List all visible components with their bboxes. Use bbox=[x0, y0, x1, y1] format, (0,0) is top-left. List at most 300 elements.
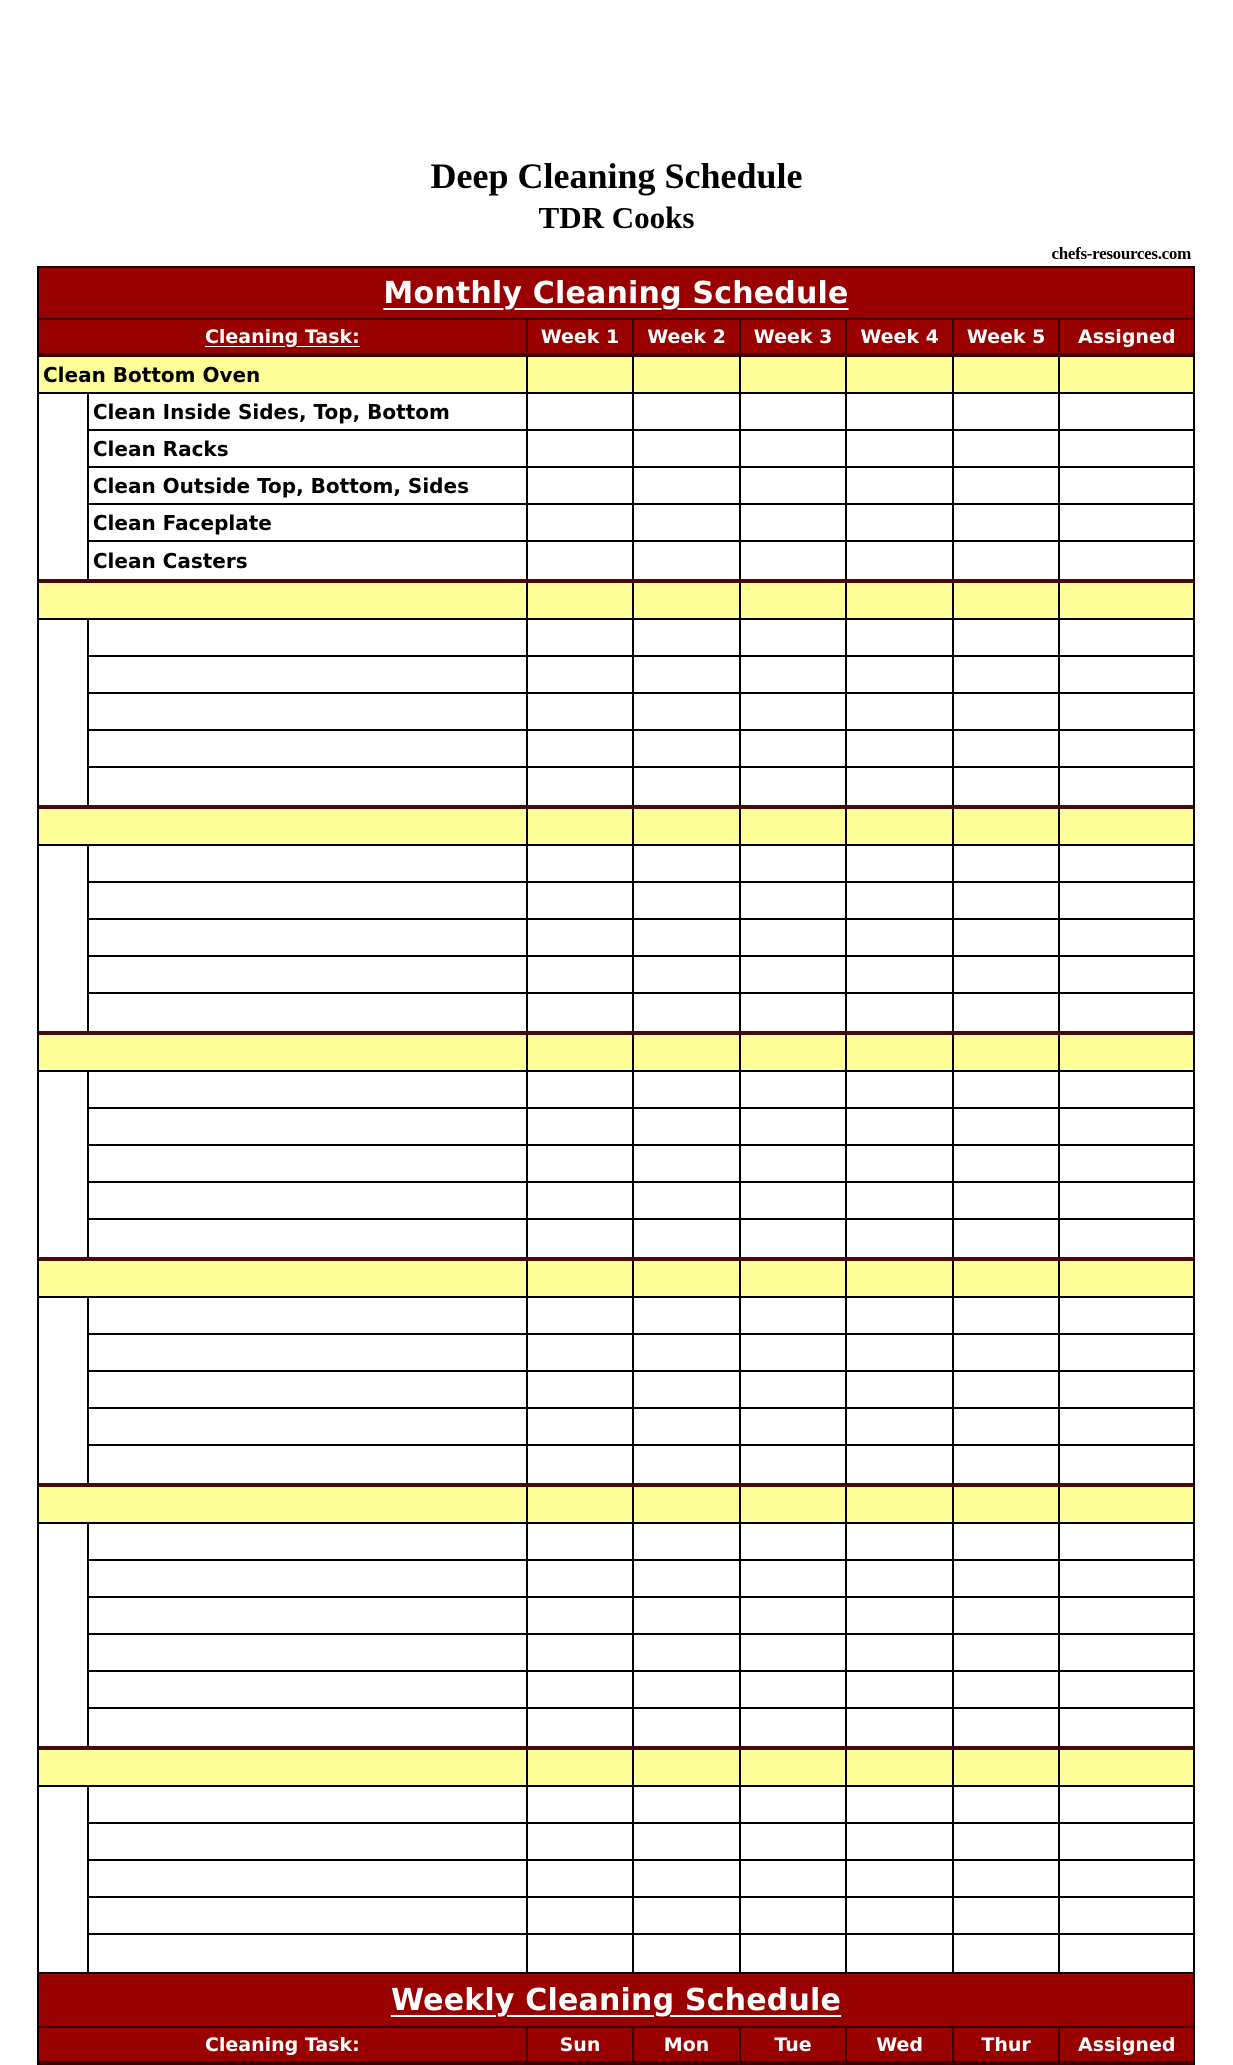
week-3-cell[interactable] bbox=[739, 768, 846, 805]
subtask-cell[interactable] bbox=[87, 1109, 526, 1146]
week-5-cell[interactable] bbox=[952, 1824, 1059, 1861]
week-2-cell[interactable] bbox=[632, 357, 739, 392]
week-4-cell[interactable] bbox=[845, 1598, 952, 1635]
week-5-cell[interactable] bbox=[952, 957, 1059, 994]
week-5-cell[interactable] bbox=[952, 994, 1059, 1031]
subtask-cell[interactable] bbox=[87, 1146, 526, 1183]
subtask-cell[interactable] bbox=[87, 1672, 526, 1709]
subtask-cell[interactable] bbox=[87, 694, 526, 731]
week-4-cell[interactable] bbox=[845, 1898, 952, 1935]
week-4-cell[interactable] bbox=[845, 1261, 952, 1296]
task-group-cell[interactable] bbox=[39, 583, 526, 618]
assigned-cell[interactable] bbox=[1058, 1487, 1193, 1522]
week-2-cell[interactable] bbox=[632, 846, 739, 883]
week-5-cell[interactable] bbox=[952, 1561, 1059, 1598]
week-1-cell[interactable] bbox=[526, 1787, 633, 1824]
week-5-cell[interactable] bbox=[952, 920, 1059, 957]
assigned-cell[interactable] bbox=[1058, 542, 1193, 579]
week-3-cell[interactable] bbox=[739, 1524, 846, 1561]
task-group-cell[interactable] bbox=[39, 1750, 526, 1785]
week-2-cell[interactable] bbox=[632, 1524, 739, 1561]
week-3-cell[interactable] bbox=[739, 1672, 846, 1709]
week-1-cell[interactable] bbox=[526, 468, 633, 505]
subtask-cell[interactable] bbox=[87, 994, 526, 1031]
week-1-cell[interactable] bbox=[526, 1861, 633, 1898]
subtask-cell[interactable] bbox=[87, 1524, 526, 1561]
assigned-cell[interactable] bbox=[1058, 1261, 1193, 1296]
week-4-cell[interactable] bbox=[845, 809, 952, 844]
week-1-cell[interactable] bbox=[526, 1524, 633, 1561]
week-1-cell[interactable] bbox=[526, 1109, 633, 1146]
week-1-cell[interactable] bbox=[526, 505, 633, 542]
week-3-cell[interactable] bbox=[739, 1072, 846, 1109]
week-4-cell[interactable] bbox=[845, 1446, 952, 1483]
week-4-cell[interactable] bbox=[845, 1487, 952, 1522]
week-3-cell[interactable] bbox=[739, 394, 846, 431]
assigned-cell[interactable] bbox=[1058, 1750, 1193, 1785]
week-5-cell[interactable] bbox=[952, 1372, 1059, 1409]
week-3-cell[interactable] bbox=[739, 1598, 846, 1635]
assigned-cell[interactable] bbox=[1058, 994, 1193, 1031]
week-3-cell[interactable] bbox=[739, 994, 846, 1031]
week-4-cell[interactable] bbox=[845, 846, 952, 883]
subtask-cell[interactable] bbox=[87, 1409, 526, 1446]
week-3-cell[interactable] bbox=[739, 883, 846, 920]
week-1-cell[interactable] bbox=[526, 1261, 633, 1296]
week-1-cell[interactable] bbox=[526, 809, 633, 844]
assigned-cell[interactable] bbox=[1058, 1183, 1193, 1220]
subtask-cell[interactable] bbox=[87, 768, 526, 805]
week-1-cell[interactable] bbox=[526, 1446, 633, 1483]
week-2-cell[interactable] bbox=[632, 1183, 739, 1220]
week-1-cell[interactable] bbox=[526, 768, 633, 805]
assigned-cell[interactable] bbox=[1058, 1298, 1193, 1335]
assigned-cell[interactable] bbox=[1058, 1861, 1193, 1898]
week-2-cell[interactable] bbox=[632, 1446, 739, 1483]
subtask-cell[interactable]: Clean Faceplate bbox=[87, 505, 526, 542]
week-4-cell[interactable] bbox=[845, 468, 952, 505]
week-4-cell[interactable] bbox=[845, 1035, 952, 1070]
week-5-cell[interactable] bbox=[952, 694, 1059, 731]
subtask-cell[interactable] bbox=[87, 1787, 526, 1824]
week-4-cell[interactable] bbox=[845, 1561, 952, 1598]
week-1-cell[interactable] bbox=[526, 1750, 633, 1785]
week-5-cell[interactable] bbox=[952, 1898, 1059, 1935]
week-2-cell[interactable] bbox=[632, 583, 739, 618]
week-5-cell[interactable] bbox=[952, 468, 1059, 505]
week-5-cell[interactable] bbox=[952, 768, 1059, 805]
week-4-cell[interactable] bbox=[845, 657, 952, 694]
week-2-cell[interactable] bbox=[632, 431, 739, 468]
week-2-cell[interactable] bbox=[632, 1787, 739, 1824]
subtask-cell[interactable] bbox=[87, 620, 526, 657]
assigned-cell[interactable] bbox=[1058, 620, 1193, 657]
week-3-cell[interactable] bbox=[739, 1750, 846, 1785]
week-4-cell[interactable] bbox=[845, 1298, 952, 1335]
week-2-cell[interactable] bbox=[632, 505, 739, 542]
week-4-cell[interactable] bbox=[845, 768, 952, 805]
assigned-cell[interactable] bbox=[1058, 1935, 1193, 1972]
assigned-cell[interactable] bbox=[1058, 1898, 1193, 1935]
subtask-cell[interactable] bbox=[87, 920, 526, 957]
week-2-cell[interactable] bbox=[632, 1035, 739, 1070]
week-2-cell[interactable] bbox=[632, 1298, 739, 1335]
week-3-cell[interactable] bbox=[739, 1261, 846, 1296]
week-2-cell[interactable] bbox=[632, 394, 739, 431]
week-4-cell[interactable] bbox=[845, 1372, 952, 1409]
week-3-cell[interactable] bbox=[739, 1298, 846, 1335]
week-2-cell[interactable] bbox=[632, 542, 739, 579]
week-1-cell[interactable] bbox=[526, 1372, 633, 1409]
week-4-cell[interactable] bbox=[845, 620, 952, 657]
week-3-cell[interactable] bbox=[739, 620, 846, 657]
week-5-cell[interactable] bbox=[952, 1261, 1059, 1296]
week-4-cell[interactable] bbox=[845, 1220, 952, 1257]
week-2-cell[interactable] bbox=[632, 657, 739, 694]
week-4-cell[interactable] bbox=[845, 1635, 952, 1672]
week-1-cell[interactable] bbox=[526, 957, 633, 994]
week-4-cell[interactable] bbox=[845, 1072, 952, 1109]
assigned-cell[interactable] bbox=[1058, 731, 1193, 768]
assigned-cell[interactable] bbox=[1058, 1035, 1193, 1070]
week-1-cell[interactable] bbox=[526, 1072, 633, 1109]
week-3-cell[interactable] bbox=[739, 1220, 846, 1257]
week-4-cell[interactable] bbox=[845, 920, 952, 957]
week-3-cell[interactable] bbox=[739, 1335, 846, 1372]
week-3-cell[interactable] bbox=[739, 357, 846, 392]
week-2-cell[interactable] bbox=[632, 620, 739, 657]
week-4-cell[interactable] bbox=[845, 583, 952, 618]
week-3-cell[interactable] bbox=[739, 468, 846, 505]
week-2-cell[interactable] bbox=[632, 1672, 739, 1709]
week-5-cell[interactable] bbox=[952, 1598, 1059, 1635]
week-5-cell[interactable] bbox=[952, 1072, 1059, 1109]
week-5-cell[interactable] bbox=[952, 1787, 1059, 1824]
week-3-cell[interactable] bbox=[739, 505, 846, 542]
week-2-cell[interactable] bbox=[632, 809, 739, 844]
week-5-cell[interactable] bbox=[952, 1672, 1059, 1709]
week-3-cell[interactable] bbox=[739, 731, 846, 768]
week-1-cell[interactable] bbox=[526, 431, 633, 468]
week-4-cell[interactable] bbox=[845, 357, 952, 392]
subtask-cell[interactable] bbox=[87, 1598, 526, 1635]
week-5-cell[interactable] bbox=[952, 1146, 1059, 1183]
assigned-cell[interactable] bbox=[1058, 431, 1193, 468]
week-4-cell[interactable] bbox=[845, 1335, 952, 1372]
assigned-cell[interactable] bbox=[1058, 1598, 1193, 1635]
assigned-cell[interactable] bbox=[1058, 846, 1193, 883]
week-1-cell[interactable] bbox=[526, 1298, 633, 1335]
assigned-cell[interactable] bbox=[1058, 1220, 1193, 1257]
week-4-cell[interactable] bbox=[845, 1183, 952, 1220]
week-5-cell[interactable] bbox=[952, 431, 1059, 468]
subtask-cell[interactable] bbox=[87, 846, 526, 883]
week-1-cell[interactable] bbox=[526, 694, 633, 731]
week-5-cell[interactable] bbox=[952, 846, 1059, 883]
week-4-cell[interactable] bbox=[845, 394, 952, 431]
week-2-cell[interactable] bbox=[632, 957, 739, 994]
week-1-cell[interactable] bbox=[526, 1709, 633, 1746]
week-3-cell[interactable] bbox=[739, 1861, 846, 1898]
week-1-cell[interactable] bbox=[526, 1183, 633, 1220]
week-3-cell[interactable] bbox=[739, 1446, 846, 1483]
week-3-cell[interactable] bbox=[739, 1109, 846, 1146]
week-2-cell[interactable] bbox=[632, 1335, 739, 1372]
week-1-cell[interactable] bbox=[526, 846, 633, 883]
subtask-cell[interactable] bbox=[87, 1372, 526, 1409]
week-5-cell[interactable] bbox=[952, 1861, 1059, 1898]
subtask-cell[interactable] bbox=[87, 1898, 526, 1935]
subtask-cell[interactable] bbox=[87, 1183, 526, 1220]
week-3-cell[interactable] bbox=[739, 431, 846, 468]
week-5-cell[interactable] bbox=[952, 1409, 1059, 1446]
week-4-cell[interactable] bbox=[845, 883, 952, 920]
week-3-cell[interactable] bbox=[739, 846, 846, 883]
week-2-cell[interactable] bbox=[632, 731, 739, 768]
week-2-cell[interactable] bbox=[632, 1709, 739, 1746]
assigned-cell[interactable] bbox=[1058, 1446, 1193, 1483]
week-4-cell[interactable] bbox=[845, 1672, 952, 1709]
week-4-cell[interactable] bbox=[845, 694, 952, 731]
week-5-cell[interactable] bbox=[952, 657, 1059, 694]
assigned-cell[interactable] bbox=[1058, 1146, 1193, 1183]
week-1-cell[interactable] bbox=[526, 542, 633, 579]
week-5-cell[interactable] bbox=[952, 1935, 1059, 1972]
week-5-cell[interactable] bbox=[952, 731, 1059, 768]
week-2-cell[interactable] bbox=[632, 1146, 739, 1183]
week-5-cell[interactable] bbox=[952, 1446, 1059, 1483]
subtask-cell[interactable] bbox=[87, 1220, 526, 1257]
week-5-cell[interactable] bbox=[952, 542, 1059, 579]
assigned-cell[interactable] bbox=[1058, 883, 1193, 920]
week-2-cell[interactable] bbox=[632, 1561, 739, 1598]
week-4-cell[interactable] bbox=[845, 957, 952, 994]
week-5-cell[interactable] bbox=[952, 583, 1059, 618]
week-2-cell[interactable] bbox=[632, 1898, 739, 1935]
task-group-cell[interactable] bbox=[39, 1487, 526, 1522]
week-3-cell[interactable] bbox=[739, 1898, 846, 1935]
week-2-cell[interactable] bbox=[632, 1220, 739, 1257]
assigned-cell[interactable] bbox=[1058, 657, 1193, 694]
assigned-cell[interactable] bbox=[1058, 1672, 1193, 1709]
week-1-cell[interactable] bbox=[526, 1561, 633, 1598]
week-4-cell[interactable] bbox=[845, 1109, 952, 1146]
week-3-cell[interactable] bbox=[739, 957, 846, 994]
assigned-cell[interactable] bbox=[1058, 1824, 1193, 1861]
week-5-cell[interactable] bbox=[952, 620, 1059, 657]
subtask-cell[interactable] bbox=[87, 1298, 526, 1335]
week-3-cell[interactable] bbox=[739, 1787, 846, 1824]
subtask-cell[interactable] bbox=[87, 1072, 526, 1109]
week-4-cell[interactable] bbox=[845, 1861, 952, 1898]
task-group-cell[interactable] bbox=[39, 1261, 526, 1296]
subtask-cell[interactable] bbox=[87, 1335, 526, 1372]
week-5-cell[interactable] bbox=[952, 1035, 1059, 1070]
week-5-cell[interactable] bbox=[952, 883, 1059, 920]
assigned-cell[interactable] bbox=[1058, 394, 1193, 431]
assigned-cell[interactable] bbox=[1058, 1561, 1193, 1598]
week-1-cell[interactable] bbox=[526, 394, 633, 431]
assigned-cell[interactable] bbox=[1058, 1787, 1193, 1824]
subtask-cell[interactable]: Clean Racks bbox=[87, 431, 526, 468]
week-1-cell[interactable] bbox=[526, 731, 633, 768]
subtask-cell[interactable] bbox=[87, 1935, 526, 1972]
week-4-cell[interactable] bbox=[845, 1709, 952, 1746]
week-5-cell[interactable] bbox=[952, 1183, 1059, 1220]
week-4-cell[interactable] bbox=[845, 1409, 952, 1446]
week-5-cell[interactable] bbox=[952, 1298, 1059, 1335]
week-1-cell[interactable] bbox=[526, 920, 633, 957]
week-4-cell[interactable] bbox=[845, 1824, 952, 1861]
week-4-cell[interactable] bbox=[845, 731, 952, 768]
assigned-cell[interactable] bbox=[1058, 1635, 1193, 1672]
week-2-cell[interactable] bbox=[632, 694, 739, 731]
week-1-cell[interactable] bbox=[526, 1035, 633, 1070]
week-2-cell[interactable] bbox=[632, 1750, 739, 1785]
assigned-cell[interactable] bbox=[1058, 920, 1193, 957]
week-2-cell[interactable] bbox=[632, 1824, 739, 1861]
week-5-cell[interactable] bbox=[952, 505, 1059, 542]
week-3-cell[interactable] bbox=[739, 542, 846, 579]
week-2-cell[interactable] bbox=[632, 468, 739, 505]
week-1-cell[interactable] bbox=[526, 1898, 633, 1935]
week-3-cell[interactable] bbox=[739, 1561, 846, 1598]
week-2-cell[interactable] bbox=[632, 1261, 739, 1296]
week-2-cell[interactable] bbox=[632, 1109, 739, 1146]
week-3-cell[interactable] bbox=[739, 1409, 846, 1446]
week-3-cell[interactable] bbox=[739, 1146, 846, 1183]
week-3-cell[interactable] bbox=[739, 1709, 846, 1746]
week-4-cell[interactable] bbox=[845, 1935, 952, 1972]
week-2-cell[interactable] bbox=[632, 883, 739, 920]
week-4-cell[interactable] bbox=[845, 431, 952, 468]
week-2-cell[interactable] bbox=[632, 1935, 739, 1972]
subtask-cell[interactable]: Clean Outside Top, Bottom, Sides bbox=[87, 468, 526, 505]
week-3-cell[interactable] bbox=[739, 1487, 846, 1522]
subtask-cell[interactable] bbox=[87, 883, 526, 920]
week-5-cell[interactable] bbox=[952, 1524, 1059, 1561]
week-1-cell[interactable] bbox=[526, 883, 633, 920]
assigned-cell[interactable] bbox=[1058, 768, 1193, 805]
subtask-cell[interactable] bbox=[87, 731, 526, 768]
week-3-cell[interactable] bbox=[739, 1183, 846, 1220]
week-3-cell[interactable] bbox=[739, 1035, 846, 1070]
week-2-cell[interactable] bbox=[632, 1598, 739, 1635]
assigned-cell[interactable] bbox=[1058, 957, 1193, 994]
week-5-cell[interactable] bbox=[952, 809, 1059, 844]
week-4-cell[interactable] bbox=[845, 1524, 952, 1561]
week-4-cell[interactable] bbox=[845, 1146, 952, 1183]
week-2-cell[interactable] bbox=[632, 994, 739, 1031]
task-group-cell[interactable]: Clean Bottom Oven bbox=[43, 362, 261, 387]
subtask-cell[interactable] bbox=[87, 957, 526, 994]
assigned-cell[interactable] bbox=[1058, 505, 1193, 542]
task-group-cell[interactable] bbox=[39, 809, 526, 844]
week-1-cell[interactable] bbox=[526, 657, 633, 694]
assigned-cell[interactable] bbox=[1058, 1709, 1193, 1746]
assigned-cell[interactable] bbox=[1058, 1109, 1193, 1146]
subtask-cell[interactable]: Clean Inside Sides, Top, Bottom bbox=[87, 394, 526, 431]
week-4-cell[interactable] bbox=[845, 542, 952, 579]
week-5-cell[interactable] bbox=[952, 1487, 1059, 1522]
assigned-cell[interactable] bbox=[1058, 1409, 1193, 1446]
week-1-cell[interactable] bbox=[526, 1220, 633, 1257]
subtask-cell[interactable] bbox=[87, 1446, 526, 1483]
week-1-cell[interactable] bbox=[526, 1672, 633, 1709]
week-1-cell[interactable] bbox=[526, 1635, 633, 1672]
week-4-cell[interactable] bbox=[845, 994, 952, 1031]
week-3-cell[interactable] bbox=[739, 1824, 846, 1861]
subtask-cell[interactable] bbox=[87, 1561, 526, 1598]
week-3-cell[interactable] bbox=[739, 657, 846, 694]
week-3-cell[interactable] bbox=[739, 1935, 846, 1972]
assigned-cell[interactable] bbox=[1058, 1524, 1193, 1561]
assigned-cell[interactable] bbox=[1058, 583, 1193, 618]
week-1-cell[interactable] bbox=[526, 994, 633, 1031]
subtask-cell[interactable] bbox=[87, 1861, 526, 1898]
assigned-cell[interactable] bbox=[1058, 809, 1193, 844]
week-1-cell[interactable] bbox=[526, 1335, 633, 1372]
week-5-cell[interactable] bbox=[952, 1709, 1059, 1746]
week-3-cell[interactable] bbox=[739, 1372, 846, 1409]
subtask-cell[interactable] bbox=[87, 1709, 526, 1746]
week-2-cell[interactable] bbox=[632, 1409, 739, 1446]
subtask-cell[interactable] bbox=[87, 1824, 526, 1861]
assigned-cell[interactable] bbox=[1058, 1335, 1193, 1372]
week-1-cell[interactable] bbox=[526, 1409, 633, 1446]
subtask-cell[interactable]: Clean Casters bbox=[87, 542, 526, 579]
week-3-cell[interactable] bbox=[739, 920, 846, 957]
week-2-cell[interactable] bbox=[632, 1487, 739, 1522]
week-1-cell[interactable] bbox=[526, 620, 633, 657]
week-3-cell[interactable] bbox=[739, 809, 846, 844]
week-1-cell[interactable] bbox=[526, 1935, 633, 1972]
week-2-cell[interactable] bbox=[632, 1635, 739, 1672]
assigned-cell[interactable] bbox=[1058, 468, 1193, 505]
week-3-cell[interactable] bbox=[739, 1635, 846, 1672]
week-3-cell[interactable] bbox=[739, 694, 846, 731]
week-1-cell[interactable] bbox=[526, 1487, 633, 1522]
assigned-cell[interactable] bbox=[1058, 1072, 1193, 1109]
week-1-cell[interactable] bbox=[526, 583, 633, 618]
week-4-cell[interactable] bbox=[845, 1787, 952, 1824]
week-5-cell[interactable] bbox=[952, 1335, 1059, 1372]
week-2-cell[interactable] bbox=[632, 1861, 739, 1898]
week-4-cell[interactable] bbox=[845, 1750, 952, 1785]
week-2-cell[interactable] bbox=[632, 1072, 739, 1109]
subtask-cell[interactable] bbox=[87, 657, 526, 694]
subtask-cell[interactable] bbox=[87, 1635, 526, 1672]
week-5-cell[interactable] bbox=[952, 394, 1059, 431]
week-1-cell[interactable] bbox=[526, 1824, 633, 1861]
assigned-cell[interactable] bbox=[1058, 1372, 1193, 1409]
week-5-cell[interactable] bbox=[952, 1750, 1059, 1785]
week-1-cell[interactable] bbox=[526, 1146, 633, 1183]
week-5-cell[interactable] bbox=[952, 1220, 1059, 1257]
week-1-cell[interactable] bbox=[526, 1598, 633, 1635]
week-2-cell[interactable] bbox=[632, 920, 739, 957]
task-group-cell[interactable] bbox=[39, 1035, 526, 1070]
week-5-cell[interactable] bbox=[952, 1109, 1059, 1146]
week-5-cell[interactable] bbox=[952, 1635, 1059, 1672]
assigned-cell[interactable] bbox=[1058, 694, 1193, 731]
week-1-cell[interactable] bbox=[526, 357, 633, 392]
week-5-cell[interactable] bbox=[952, 357, 1059, 392]
week-2-cell[interactable] bbox=[632, 1372, 739, 1409]
week-4-cell[interactable] bbox=[845, 505, 952, 542]
week-2-cell[interactable] bbox=[632, 768, 739, 805]
assigned-cell[interactable] bbox=[1058, 357, 1193, 392]
